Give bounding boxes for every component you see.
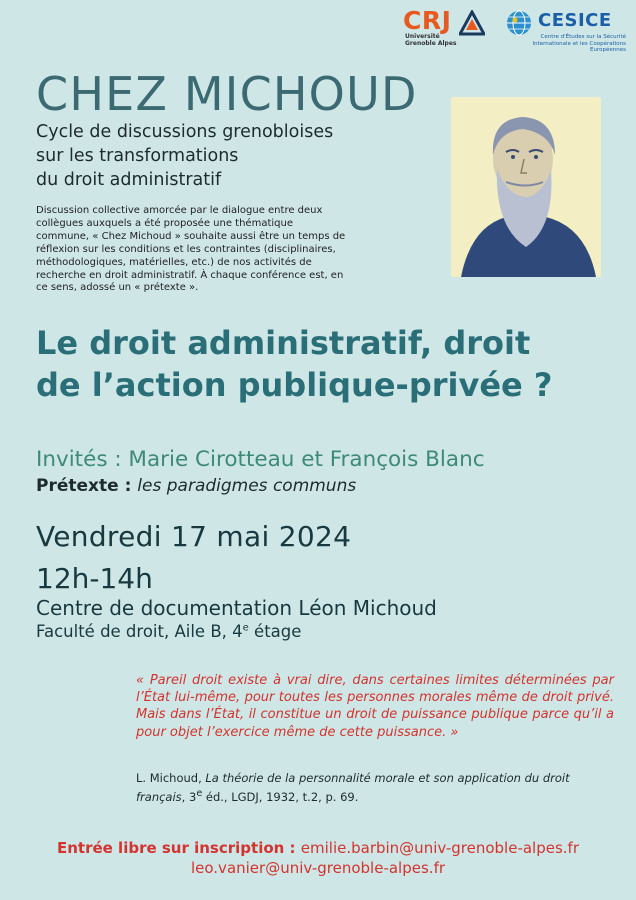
citation-author: L. Michoud, [136,771,206,785]
subtitle-line: Cycle de discussions grenobloises [36,122,334,142]
subtitle [36,120,416,192]
cesice-logo-text: CESICE [538,10,612,31]
registration-label: Entrée libre sur inscription : [57,839,301,857]
citation-edition-sup: e [196,788,203,799]
portrait-illustration [451,97,601,277]
globe-icon [506,10,532,36]
guests: Invités : Marie Cirotteau et François Blanc [36,447,485,472]
registration [0,838,636,878]
event-location-main: Faculté de droit, Aile B, 4 [36,622,243,641]
cesice-logo [506,8,626,54]
crj-logo-text: CRJ [403,6,452,35]
citation-edition: , 3 [181,789,197,804]
crj-logo [403,8,485,52]
page-title: CHEZ MICHOUD [36,67,418,121]
event-time: 12h-14h [36,562,153,595]
crj-logo-sub1: Université [405,33,440,40]
cesice-logo-sub: Centre d'Études sur la Sécurité Internationale et les Coopérations Européennes [532,34,626,53]
subtitle-line: sur les transformations [36,146,239,166]
event-location-end: étage [248,622,302,641]
event-date: Vendredi 17 mai 2024 [36,520,352,553]
pretext-label: Prétexte : [36,476,138,496]
conference-title-line: Le droit administratif, droit [36,324,531,362]
subtitle-line: du droit administratif [36,170,222,190]
pretext [36,476,356,496]
crj-triangle-icon [459,10,485,36]
intro-text: Discussion collective amorcée par le dialogue entre deux collègues auxquels a été proposée une thématique commune, « Chez Michoud » souhaite aussi être un temps de réflexion sur les conditions et les contraintes (disciplinaires, méthodologiques, matérielles, etc.) de nos activités de recherche en droit administratif. À chaque conférence est, en ce sens, adossé un « prétexte ». [36,205,346,294]
crj-logo-sub2: Grenoble Alpes [405,40,457,47]
quote: « Pareil droit existe à vrai dire, dans certaines limites déterminées par l’État lui-même, pour toutes les personnes morales même de droit privé. Mais dans l’État, il constitue un droit de puissance publique parce qu’il a pour objet l’exercice même de cette puissance. » [136,673,614,740]
citation [136,770,614,805]
registration-email-2[interactable]: leo.vanier@univ-grenoble-alpes.fr [190,859,446,877]
portrait-image [451,97,601,277]
conference-title [36,322,626,406]
registration-email-1[interactable]: emilie.barbin@univ-grenoble-alpes.fr [300,839,579,857]
event-location-sup: e [242,622,249,634]
citation-details: éd., LGDJ, 1932, t.2, p. 69. [202,789,359,804]
event-venue: Centre de documentation Léon Michoud [36,596,437,620]
event-location [36,622,301,641]
citation-work: La théorie de la personnalité morale et son application du droit français [136,771,570,804]
conference-title-line: de l’action publique-privée ? [36,366,553,404]
pretext-value: les paradigmes communs [137,476,357,496]
